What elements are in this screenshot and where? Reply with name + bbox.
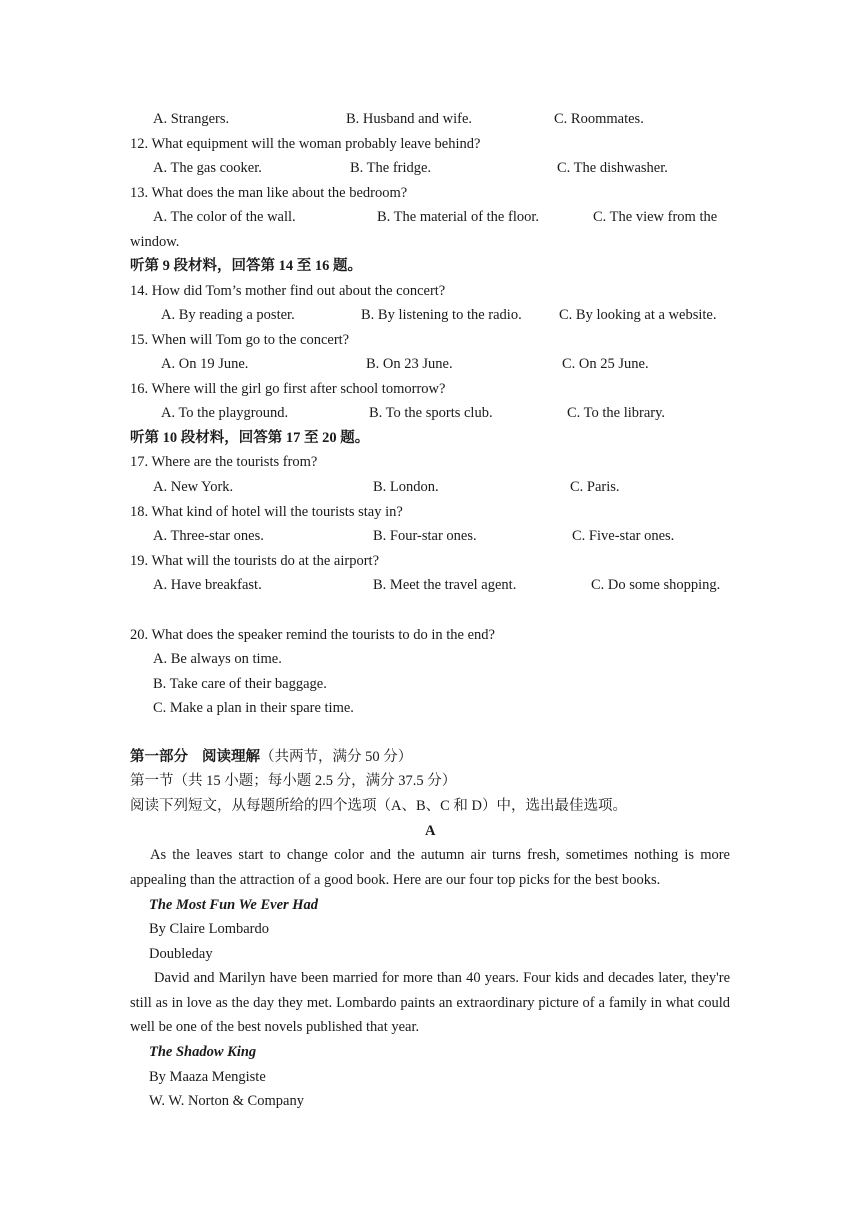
q15-option-a: A. On 19 June. — [161, 356, 249, 372]
book1-description — [130, 966, 730, 1040]
reading-part-heading — [130, 748, 412, 766]
q18-option-b: B. Four-star ones. — [373, 528, 477, 544]
q15-option-c: C. On 25 June. — [562, 356, 649, 372]
q11-option-a: A. Strangers. — [153, 111, 230, 127]
book2-publisher: W. W. Norton & Company — [149, 1093, 304, 1109]
q13-stem: 13. What does the man like about the bedroom? — [130, 185, 408, 201]
q18-option-a: A. Three-star ones. — [153, 528, 264, 544]
passage-label: A — [425, 823, 436, 839]
q16-stem: 16. Where will the girl go first after school tomorrow? — [130, 381, 446, 397]
q17-option-c: C. Paris. — [570, 479, 620, 495]
q14-option-b: B. By listening to the radio. — [361, 307, 522, 323]
q12-option-c: C. The dishwasher. — [557, 160, 668, 176]
q19-option-c: C. Do some shopping. — [591, 577, 721, 593]
q18-stem: 18. What kind of hotel will the tourists stay in? — [130, 504, 403, 520]
q12-option-a: A. The gas cooker. — [153, 160, 262, 176]
reading-part-name: 阅读理解 — [202, 749, 260, 765]
q17-option-b: B. London. — [373, 479, 439, 495]
q13-option-c-continued: window. — [130, 234, 180, 250]
section-9-heading: 听第 9 段材料，回答第 14 至 16 题。 — [130, 258, 362, 274]
book1-author: By Claire Lombardo — [149, 921, 270, 937]
q15-stem: 15. When will Tom go to the concert? — [130, 332, 350, 348]
q19-option-a: A. Have breakfast. — [153, 577, 262, 593]
q20-stem: 20. What does the speaker remind the tourists to do in the end? — [130, 627, 495, 643]
q11-option-b: B. Husband and wife. — [346, 111, 473, 127]
q11-option-c: C. Roommates. — [554, 111, 644, 127]
q14-stem: 14. How did Tom’s mother find out about the concert? — [130, 283, 446, 299]
q13-option-a: A. The color of the wall. — [153, 209, 296, 225]
reading-part-title: 第一部分 — [130, 749, 188, 765]
passage-intro-text: As the leaves start to change color and the autumn air turns fresh, sometimes nothing is more appealing than the attraction of a good book. Here are our four top picks for the best books. — [130, 847, 730, 888]
reading-part-note: （共两节，满分 50 分） — [260, 749, 413, 765]
book1-publisher: Doubleday — [149, 946, 213, 962]
q20-option-c: C. Make a plan in their spare time. — [153, 700, 354, 716]
q17-option-a: A. New York. — [153, 479, 234, 495]
q19-option-b: B. Meet the travel agent. — [373, 577, 517, 593]
q16-option-a: A. To the playground. — [161, 405, 289, 421]
q19-stem: 19. What will the tourists do at the airport? — [130, 553, 379, 569]
q17-stem: 17. Where are the tourists from? — [130, 454, 318, 470]
q16-option-c: C. To the library. — [567, 405, 666, 421]
book1-title: The Most Fun We Ever Had — [149, 897, 319, 913]
book2-title: The Shadow King — [149, 1044, 257, 1060]
q16-option-b: B. To the sports club. — [369, 405, 493, 421]
q15-option-b: B. On 23 June. — [366, 356, 453, 372]
q13-option-c: C. The view from the — [593, 209, 718, 225]
q12-stem: 12. What equipment will the woman probably leave behind? — [130, 136, 481, 152]
book2-author: By Maaza Mengiste — [149, 1069, 266, 1085]
q14-option-c: C. By looking at a website. — [559, 307, 717, 323]
section-10-heading: 听第 10 段材料，回答第 17 至 20 题。 — [130, 430, 370, 446]
reading-instruction: 阅读下列短文，从每题所给的四个选项（A、B、C 和 D）中，选出最佳选项。 — [130, 798, 628, 814]
q13-option-b: B. The material of the floor. — [377, 209, 540, 225]
q12-option-b: B. The fridge. — [350, 160, 432, 176]
passage-intro — [130, 843, 730, 892]
book1-description-text: David and Marilyn have been married for more than 40 years. Four kids and decades later, they're still as in love as the day they met. Lombardo paints an extraordinary picture of a family in what could well be one of the best novels published that year. — [130, 970, 730, 1036]
q18-option-c: C. Five-star ones. — [572, 528, 675, 544]
section-1-heading: 第一节（共 15 小题；每小题 2.5 分，满分 37.5 分） — [130, 773, 457, 789]
q20-option-a: A. Be always on time. — [153, 651, 282, 667]
q20-option-b: B. Take care of their baggage. — [153, 676, 327, 692]
q14-option-a: A. By reading a poster. — [161, 307, 295, 323]
